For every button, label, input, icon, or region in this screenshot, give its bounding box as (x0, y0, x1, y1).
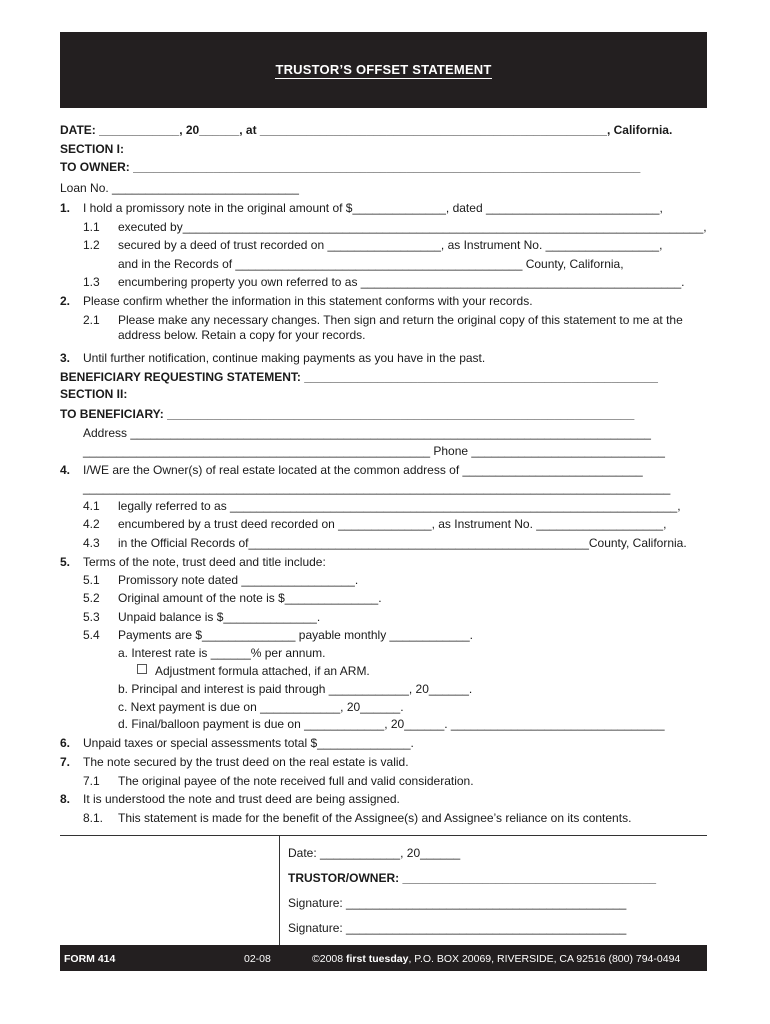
item-5-4-c: c. Next payment is due on ____________, 20______. (118, 700, 404, 714)
item-number: 1. (59, 201, 70, 215)
signature-line-2: Signature: __________________________________________ (288, 921, 627, 935)
item-2-1-continued: address below. Retain a copy for your records. (118, 328, 366, 342)
signature-vertical-divider (279, 835, 280, 945)
address-line: Address ______________________________________________________________________________ (83, 426, 651, 440)
publisher-contact: , P.O. BOX 20069, RIVERSIDE, CA 92516 (800) 794-0494 (408, 953, 681, 965)
to-beneficiary-line: TO BENEFICIARY: ______________________________________________________________________ (60, 407, 635, 421)
item-number: 6. (59, 736, 70, 750)
publisher-name: first tuesday (346, 953, 409, 965)
item-number: 4.3 (83, 536, 100, 550)
footer-copyright (312, 953, 680, 965)
item-5-4-d: d. Final/balloon payment is due on ____________, 20______. ________________________________ (118, 717, 665, 731)
item-number: 5.1 (83, 573, 100, 587)
section-2-heading: SECTION II: (60, 387, 128, 401)
loan-number-line: Loan No. ____________________________ (60, 181, 299, 195)
item-number: 4.1 (83, 499, 100, 513)
item-5-4-arm: Adjustment formula attached, if an ARM. (155, 664, 370, 678)
item-number: 4. (59, 463, 70, 477)
item-number: 5.4 (83, 628, 100, 642)
item-number: 8. (59, 792, 70, 806)
item-5-1: Promissory note dated _________________. (118, 573, 359, 587)
item-6: Unpaid taxes or special assessments total $______________. (83, 736, 414, 750)
item-5-4: Payments are $______________ payable monthly ____________. (118, 628, 473, 642)
item-4-1: legally referred to as ___________________________________________________________________, (118, 499, 681, 513)
item-8: It is understood the note and trust deed are being assigned. (83, 792, 400, 806)
item-4-3: in the Official Records of___________________________________________________County, California. (118, 536, 687, 550)
item-number: 7.1 (83, 774, 100, 788)
form-title: TRUSTOR’S OFFSET STATEMENT (275, 62, 492, 77)
item-7-1: The original payee of the note received full and valid consideration. (118, 774, 474, 788)
item-number: 1.1 (83, 220, 100, 234)
item-number: 7. (59, 755, 70, 769)
section-1-heading: SECTION I: (60, 142, 125, 156)
item-5-2: Original amount of the note is $______________. (118, 591, 382, 605)
item-number: 4.2 (83, 517, 100, 531)
item-1-2: secured by a deed of trust recorded on _________________, as Instrument No. _________________, (118, 238, 663, 252)
item-8-1: This statement is made for the benefit of the Assignee(s) and Assignee’s reliance on its contents. (118, 811, 632, 825)
item-1-3: encumbering property you own referred to as ________________________________________________. (118, 275, 685, 289)
item-5: Terms of the note, trust deed and title include: (83, 555, 326, 569)
signature-line-1: Signature: __________________________________________ (288, 896, 627, 910)
item-number: 5. (59, 555, 70, 569)
beneficiary-requesting-line: BENEFICIARY REQUESTING STATEMENT: _____________________________________________________ (60, 370, 658, 384)
item-3: Until further notification, continue making payments as you have in the past. (83, 351, 486, 365)
date-line: DATE: ____________, 20______, at ____________________________________________________, California. (60, 123, 673, 137)
form-revision: 02-08 (244, 953, 271, 965)
item-number: 5.2 (83, 591, 100, 605)
item-1-1: executed by______________________________________________________________________________, (118, 220, 707, 234)
phone-line: ____________________________________________________ Phone _____________________________ (83, 444, 665, 458)
item-2: Please confirm whether the information in this statement conforms with your records. (83, 294, 533, 308)
signature-divider (60, 835, 707, 836)
item-number: 1.3 (83, 275, 100, 289)
item-4-2: encumbered by a trust deed recorded on ______________, as Instrument No. ___________________, (118, 517, 667, 531)
item-4: I/WE are the Owner(s) of real estate located at the common address of ___________________________ (83, 463, 643, 477)
arm-checkbox[interactable] (137, 664, 147, 674)
item-number: 8.1. (83, 811, 104, 825)
item-5-3: Unpaid balance is $______________. (118, 610, 321, 624)
form-number: FORM 414 (64, 953, 116, 965)
signature-date-line: Date: ____________, 20______ (288, 846, 461, 860)
item-number: 5.3 (83, 610, 100, 624)
item-number: 1.2 (83, 238, 100, 252)
item-7: The note secured by the trust deed on the real estate is valid. (83, 755, 409, 769)
copyright-prefix: ©2008 (312, 953, 347, 965)
item-5-4-b: b. Principal and interest is paid through ____________, 20______. (118, 682, 473, 696)
item-1: I hold a promissory note in the original amount of $______________, dated __________________________, (83, 201, 663, 215)
item-number: 2.1 (83, 313, 100, 327)
item-number: 3. (59, 351, 70, 365)
item-4-continued: ________________________________________________________________________________________ (83, 481, 671, 495)
item-2-1: Please make any necessary changes. Then sign and return the original copy of this statement to me at the (118, 313, 683, 327)
item-1-2-continued: and in the Records of ___________________________________________ County, California, (118, 257, 624, 271)
item-number: 2. (59, 294, 70, 308)
item-5-4-a: a. Interest rate is ______% per annum. (118, 646, 326, 660)
trustor-owner-line: TRUSTOR/OWNER: ______________________________________ (288, 871, 657, 885)
to-owner-line: TO OWNER: ____________________________________________________________________________ (60, 160, 641, 174)
